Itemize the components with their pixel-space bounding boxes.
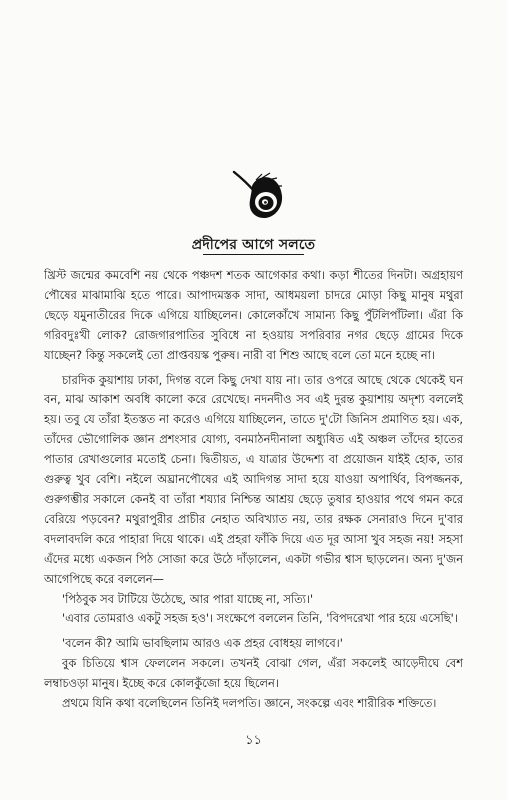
- title-underline: [203, 254, 304, 255]
- body-text: [44, 266, 463, 714]
- dialogue-line: 'এবার তোমরাও একটু সহজ হও'। সংক্ষেপে বললেন তিনি, 'বিপদরেখা পার হয়ে এসেছি'।: [62, 611, 458, 626]
- peacock-feather-icon: [222, 160, 286, 224]
- paragraph: প্রথমে যিনি কথা বলেছিলেন তিনিই দলপতি। জ্ঞানে, সংকল্পে এবং শারীরিক শক্তিতে।: [62, 696, 437, 711]
- page-number: ১১: [245, 733, 262, 748]
- dialogue-line: 'বলেন কী? আমি ভাবছিলাম আরও এক প্রহর বোধহয় লাগবে।': [62, 636, 343, 651]
- paragraph: খ্রিস্ট জন্মের কমবেশি নয় থেকে পঞ্চদশ শতক আগেকার কথা। কড়া শীতের দিনটা। অগ্রহায়ণ পৌষের মাঝামাঝি হতে পারে। আপাদমস্তক সাদা, আধময়লা চাদরে মোড়া কিছু মানুষ মথুরা ছেড়ে যমুনাতীরের দিকে এগিয়ে যাচ্ছিলেন। কোলেকাঁখে সামান্য কিছু পুঁটলিপাঁটলা। এঁরা কি গরিবদুঃখী লোক? রোজগারপাতির সুবিধে না হওয়ায় সপরিবার নগর ছেড়ে গ্রামের দিকে যাচ্ছেন? কিন্তু সকলেই তো প্রাপ্তবয়স্ক পুরুষ। নারী বা শিশু আছে বলে তো মনে হচ্ছে না।: [44, 268, 463, 362]
- paragraph: চারদিক কুয়াশায় ঢাকা, দিগন্ত বলে কিছু দেখা যায় না। তার ওপরে আছে থেকে থেকেই ঘন বন, মাঝ আকাশ অবধি কালো করে রেখেছে। নদনদীও সব এই দুরন্ত কুয়াশায় অদৃশ্য বললেই হয়। তবু যে তাঁরা ইতস্তত না করেও এগিয়ে যাচ্ছিলেন, তাতে দু'টো জিনিস প্রমাণিত হয়। এক, তাঁদের ভৌগোলিক জ্ঞান প্রশংসার যোগ্য, বনমাঠনদীনালা অধ্যুষিত এই অঞ্চল তাঁদের হাতের পাতার রেখাগুলোর মতোই চেনা। দ্বিতীয়ত, এ যাত্রার উদ্দেশ্য বা প্রয়োজন যাইই হোক, তার গুরুত্ব খুব বেশি। নইলে অঘ্রানপৌষের এই আদিগন্ত সাদা হয়ে যাওয়া অপার্থিব, বিপজ্জনক, গুরুগম্ভীর সকালে কেনই বা তাঁরা শয্যার নিশ্চিন্ত আশ্রয় ছেড়ে তুষার হাওয়ার পথে গমন করে বেরিয়ে পড়বেন? মথুরাপুরীর প্রাচীর নেহাত অবিখ্যাত নয়, তার রক্ষক সেনারাও দিনে দু'বার বদলাবদলি করে পাহারা দিয়ে থাকে। এই প্রহরা ফাঁকি দিয়ে এত দূর আসা খুব সহজ নয়! সহসা এঁদের মধ্যে একজন পিঠ সোজা করে উঠে দাঁড়ালেন, একটা গভীর শ্বাস ছাড়লেন। অন্য দু'জন আগেপিছে করে বললেন—: [44, 372, 463, 586]
- paragraph: বুক চিতিয়ে শ্বাস ফেললেন সকলে। তখনই বোঝা গেল, এঁরা সকলেই আড়েদীঘে বেশ লম্বাচওড়া মানুষ। ইচ্ছে করে কোলকুঁজো হয়ে ছিলেন।: [44, 656, 463, 691]
- dialogue-line: 'পিঠবুক সব টাটিয়ে উঠেছে, আর পারা যাচ্ছে না, সত্যি।': [62, 591, 314, 606]
- chapter-title: প্রদীপের আগে সলতে: [191, 237, 316, 253]
